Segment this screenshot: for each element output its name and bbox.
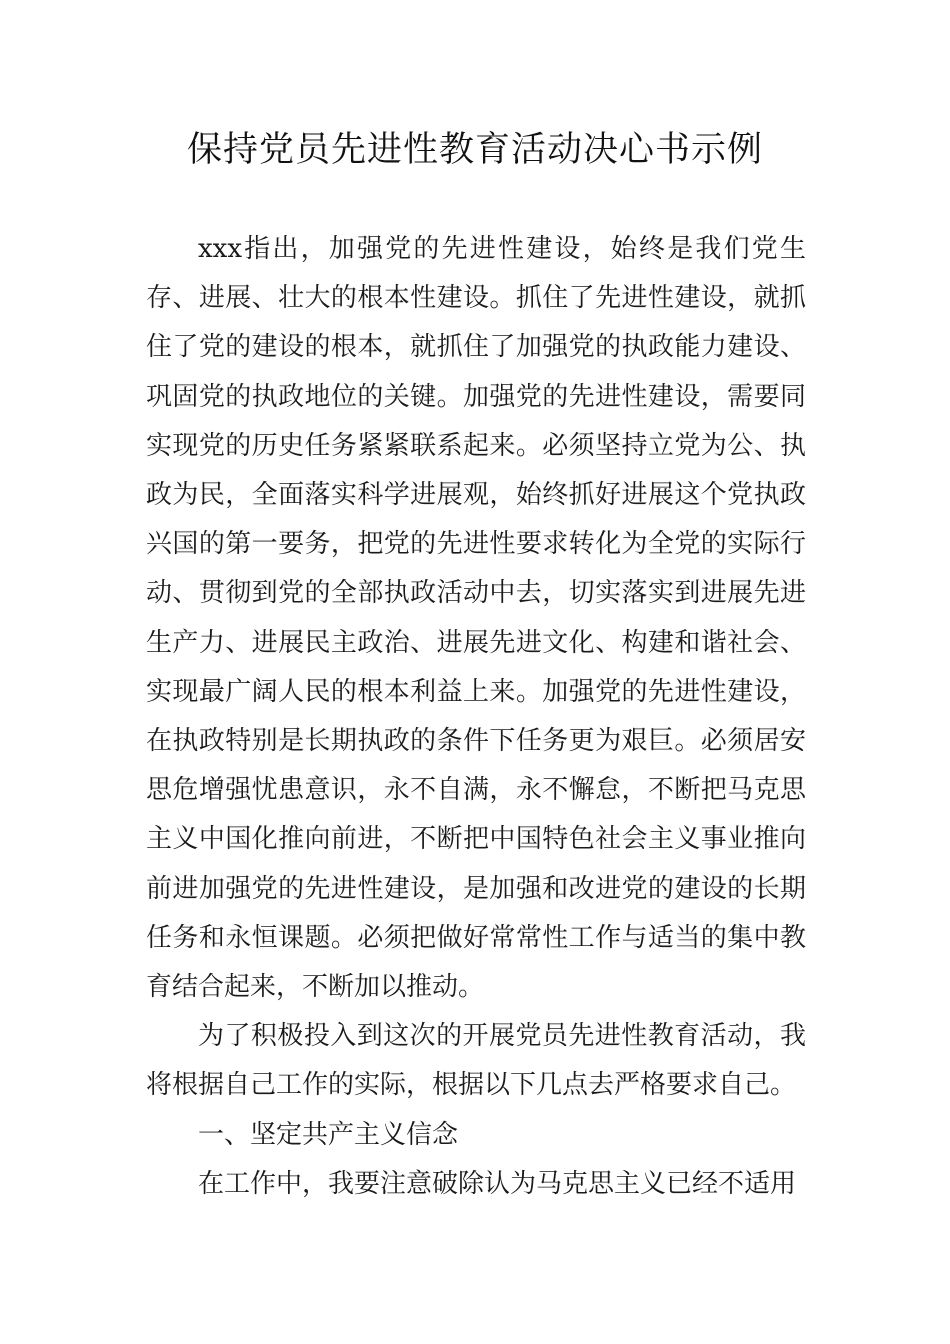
paragraph-commitment: 为了积极投入到这次的开展党员先进性教育活动，我将根据自己工作的实际，根据以下几点去严格要求自己。 [146, 1021, 806, 1101]
paragraph-section-1: 在工作中，我要注意破除认为马克思主义已经不适用 [198, 1168, 797, 1199]
document-title: 保持党员先进性教育活动决心书示例 [186, 130, 763, 170]
paragraph-intro: xxx指出，加强党的先进性建设，始终是我们党生存、进展、壮大的根本性建设。抓住了先进性建设，就抓住了党的建设的根本，就抓住了加强党的执政能力建设、巩固党的执政地位的关键。加强党的先进性建设，需要同实现党的历史任务紧紧联系起来。必须坚持立党为公、执政为民，全面落实科学进展观，始终抓好进展这个党执政兴国的第一要务，把党的先进性要求转化为全党的实际行动、贯彻到党的全部执政活动中去，切实落实到进展先进生产力、进展民主政治、进展先进文化、构建和谐社会、实现最广阔人民的根本利益上来。加强党的先进性建设，在执政特别是长期执政的条件下任务更为艰巨。必须居安思危增强忧患意识，永不自满，永不懈怠，不断把马克思主义中国化推向前进，不断把中国特色社会主义事业推向前进加强党的先进性建设，是加强和改进党的建设的长期任务和永恒课题。必须把做好常常性工作与适当的集中教育结合起来，不断加以推动。 [146, 234, 806, 1003]
document-body [146, 225, 806, 1209]
section-heading-1: 一、坚定共产主义信念 [198, 1119, 459, 1150]
